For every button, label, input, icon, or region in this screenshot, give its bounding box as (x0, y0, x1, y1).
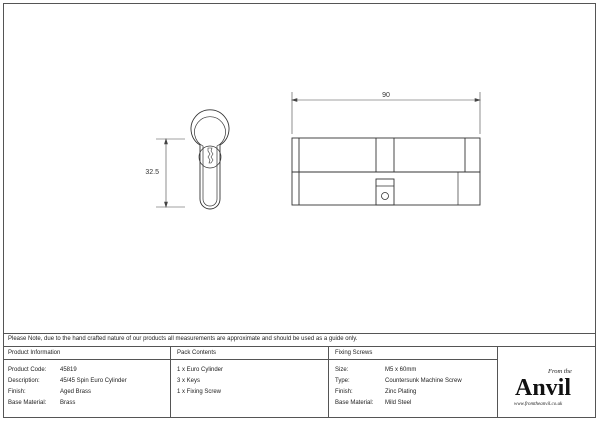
logo-from-the: From the (548, 368, 572, 375)
column-divider (170, 346, 171, 418)
height-dimension-label: 32.5 (145, 169, 159, 176)
row-label: Finish: (8, 389, 26, 395)
row-label: Size: (335, 367, 349, 373)
pack-contents-title: Pack Contents (177, 350, 217, 356)
height-dimension (156, 139, 185, 207)
row-label: Product Code: (8, 367, 47, 373)
from-the-anvil-logo (500, 360, 592, 410)
row-value: 45/45 Spin Euro Cylinder (60, 378, 127, 384)
column-divider (328, 346, 329, 418)
row-label: Description: (8, 378, 40, 384)
fixing-screws-title: Fixing Screws (335, 350, 373, 356)
row-value: Countersunk Machine Screw (385, 378, 462, 384)
cylinder-side-view (292, 138, 480, 205)
divider (3, 359, 497, 360)
column-divider (497, 346, 498, 418)
row-value: Aged Brass (60, 389, 92, 395)
logo-anvil: Anvil (515, 375, 572, 401)
row-label: Finish: (335, 389, 353, 395)
row-label: Base Material: (8, 400, 47, 406)
row-label: Base Material: (335, 400, 374, 406)
row-value: Brass (60, 400, 76, 406)
disclaimer-note: Please Note, due to the hand crafted nature of our products all measurements are approximate and should be used as a guide only. (8, 336, 358, 342)
row-value: Zinc Plating (385, 389, 417, 395)
pack-item: 1 x Fixing Screw (177, 389, 222, 395)
row-value: Mild Steel (385, 400, 412, 406)
pack-item: 1 x Euro Cylinder (177, 367, 224, 373)
cylinder-front-view (191, 110, 229, 209)
divider (3, 346, 596, 347)
pack-item: 3 x Keys (177, 378, 201, 384)
row-value: 45819 (60, 367, 77, 373)
product-info-title: Product Information (8, 350, 61, 356)
logo-url: www.fromtheanvil.co.uk (514, 402, 563, 407)
length-dimension-label: 90 (382, 92, 390, 99)
row-label: Type: (335, 378, 350, 384)
row-value: M5 x 60mm (385, 367, 417, 373)
